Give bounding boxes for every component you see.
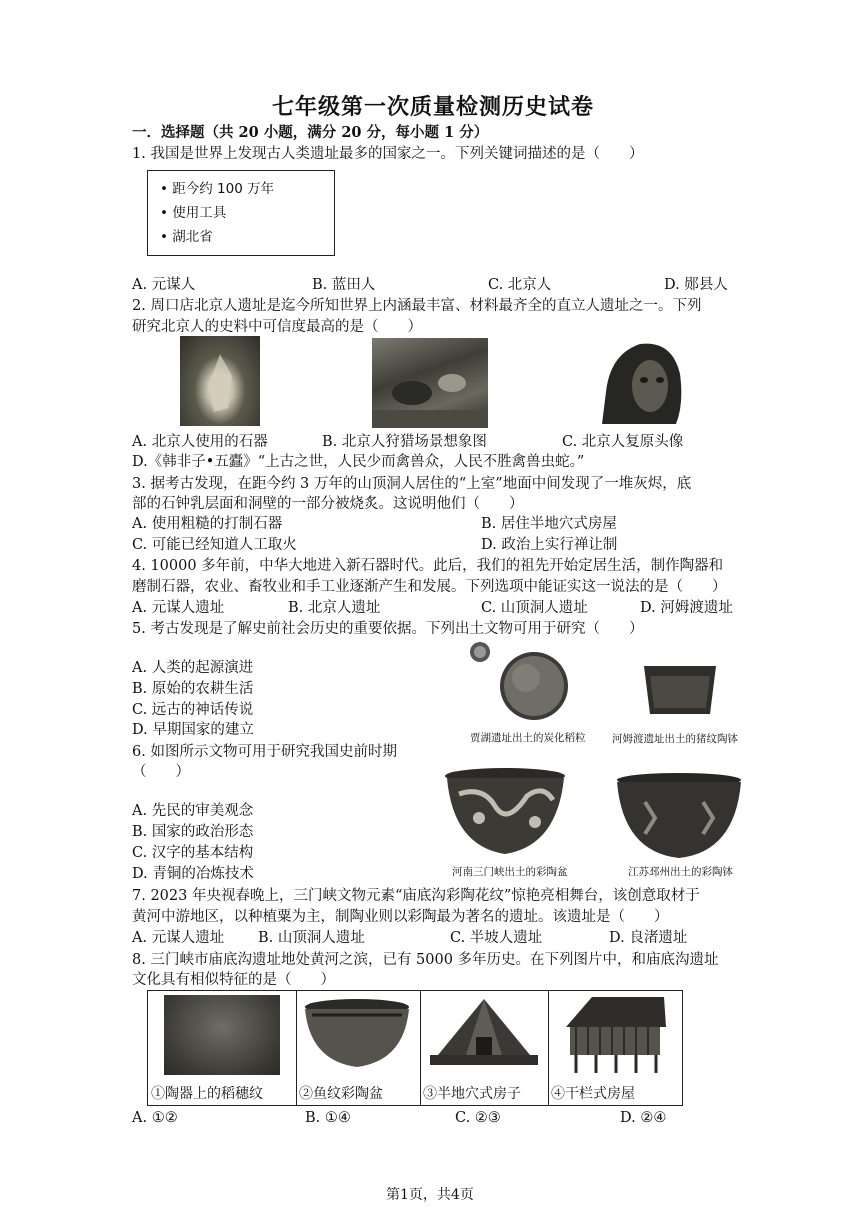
q5-option-c: C. 远古的神话传说 [132, 702, 254, 718]
q7-option-b: B. 山顶洞人遗址 [258, 930, 365, 946]
q6-stem-line2: （ ） [132, 764, 190, 780]
q5-option-b: B. 原始的农耕生活 [132, 681, 254, 697]
q7-option-a: A. 元谋人遗址 [132, 930, 225, 946]
q3-stem-line2: 部的石钟乳层面和洞壁的一部分被烧炙。这说明他们（ ） [132, 496, 524, 512]
q2-stem-line2: 研究北京人的史料中可信度最高的是（ ） [132, 319, 422, 335]
rice-grain-photo [466, 638, 576, 728]
stone-tool-photo [180, 336, 260, 426]
q8-cell-label: ④干栏式房屋 [551, 1086, 635, 1102]
q7-option-c: C. 半坡人遗址 [450, 930, 543, 946]
q3-stem-line1: 3. 据考古发现，在距今约 3 万年的山顶洞人居住的“上室”地面中间发现了一堆灰烬，底 [132, 476, 692, 492]
q8-image-table [147, 990, 683, 1106]
q6-option-c: C. 汉字的基本结构 [132, 845, 254, 861]
q6-option-b: B. 国家的政治形态 [132, 824, 254, 840]
q1-option-c: C. 北京人 [488, 277, 552, 293]
q1-option-d: D. 郧县人 [664, 277, 728, 293]
q8-option-a: A. ①② [132, 1110, 178, 1126]
q4-option-d: D. 河姆渡遗址 [640, 600, 733, 616]
page-footer: 第1页，共4页 [386, 1187, 474, 1203]
q2-option-a: A. 北京人使用的石器 [132, 434, 268, 450]
q3-option-c: C. 可能已经知道人工取火 [132, 537, 297, 553]
section-heading: 一．选择题（共 20 小题，满分 20 分，每小题 1 分） [132, 124, 489, 141]
q8-stem-line2: 文化具有相似特征的是（ ） [132, 972, 335, 988]
page-title: 七年级第一次质量检测历史试卷 [272, 94, 595, 120]
q1-option-a: A. 元谋人 [132, 277, 196, 293]
q8-cell-label: ①陶器上的稻穗纹 [151, 1086, 263, 1102]
q2-option-c: C. 北京人复原头像 [562, 434, 684, 450]
bowl-caption: 江苏邳州出土的彩陶钵 [628, 866, 733, 878]
q8-option-d: D. ②④ [620, 1110, 667, 1126]
q2-stem-line1: 2. 周口店北京人遗址是迄今所知世界上内涵最丰富、材料最齐全的直立人遗址之一。下列 [132, 298, 702, 314]
q6-stem-line1: 6. 如图所示文物可用于研究我国史前时期 [132, 744, 397, 760]
semi-subterranean-house-image [426, 993, 542, 1077]
basin-caption: 河南三门峡出土的彩陶盆 [452, 866, 568, 878]
q8-option-c: C. ②③ [455, 1110, 501, 1126]
q8-cell-3 [420, 991, 549, 1105]
q8-cell-1 [148, 991, 297, 1105]
q8-cell-label: ③半地穴式房子 [423, 1086, 521, 1102]
q7-stem-line1: 7. 2023 年央视春晚上，三门峡文物元素“庙底沟彩陶花纹”惊艳亮相舞台，该创意取材于 [132, 888, 700, 904]
painted-pottery-basin-photo [443, 766, 568, 858]
rice-pattern-pottery-photo [164, 995, 280, 1075]
q1-keyword-box [147, 170, 335, 256]
skull-reconstruction-image [584, 334, 692, 430]
q3-option-b: B. 居住半地穴式房屋 [481, 516, 617, 532]
pig-bowl-caption: 河姆渡遗址出土的猪纹陶钵 [612, 733, 738, 745]
fish-pattern-basin-photo [302, 997, 412, 1069]
q1-stem: 1. 我国是世界上发现古人类遗址最多的国家之一。下列关键词描述的是（ ） [132, 146, 644, 162]
q4-option-b: B. 北京人遗址 [288, 600, 381, 616]
q8-cell-label: ②鱼纹彩陶盆 [299, 1086, 383, 1102]
q7-stem-line2: 黄河中游地区，以种植粟为主，制陶业则以彩陶最为著名的遗址。该遗址是（ ） [132, 909, 669, 925]
q3-option-d: D. 政治上实行禅让制 [481, 537, 618, 553]
q2-option-b: B. 北京人狩猎场景想象图 [322, 434, 487, 450]
q8-stem-line1: 8. 三门峡市庙底沟遗址地处黄河之滨，已有 5000 多年历史。在下列图片中，和庙底沟遗址 [132, 952, 719, 968]
q8-cell-2 [296, 991, 421, 1105]
q4-stem-line1: 4. 10000 多年前，中华大地进入新石器时代。此后，我们的祖先开始定居生活，制作陶器和 [132, 558, 724, 574]
painted-pottery-bowl-photo [615, 772, 743, 860]
rice-grain-caption: 贾湖遗址出土的炭化稻粒 [470, 732, 586, 744]
q8-option-b: B. ①④ [305, 1110, 351, 1126]
q5-option-d: D. 早期国家的建立 [132, 722, 254, 738]
hunting-scene-image [372, 338, 488, 428]
pig-pattern-bowl-photo [640, 660, 720, 722]
q2-option-d: D.《韩非子•五蠹》“上古之世，人民少而禽兽众，人民不胜禽兽虫蛇。” [132, 454, 585, 470]
q1-keyword: • 距今约 100 万年 [160, 181, 275, 197]
q6-option-d: D. 青铜的冶炼技术 [132, 866, 254, 882]
q3-option-a: A. 使用粗糙的打制石器 [132, 516, 283, 532]
q1-keyword: • 使用工具 [160, 205, 227, 221]
q4-stem-line2: 磨制石器，农业、畜牧业和手工业逐渐产生和发展。下列选项中能证实这一说法的是（ ） [132, 579, 727, 595]
q4-option-c: C. 山顶洞人遗址 [481, 600, 588, 616]
q7-option-d: D. 良渚遗址 [609, 930, 688, 946]
q8-cell-4 [548, 991, 682, 1105]
q5-option-a: A. 人类的起源演进 [132, 660, 254, 676]
q6-option-a: A. 先民的审美观念 [132, 803, 254, 819]
q1-keyword: • 湖北省 [160, 229, 213, 245]
q1-option-b: B. 蓝田人 [312, 277, 376, 293]
stilt-house-image [556, 993, 674, 1077]
q4-option-a: A. 元谋人遗址 [132, 600, 225, 616]
q5-stem: 5. 考古发现是了解史前社会历史的重要依据。下列出土文物可用于研究（ ） [132, 621, 644, 637]
